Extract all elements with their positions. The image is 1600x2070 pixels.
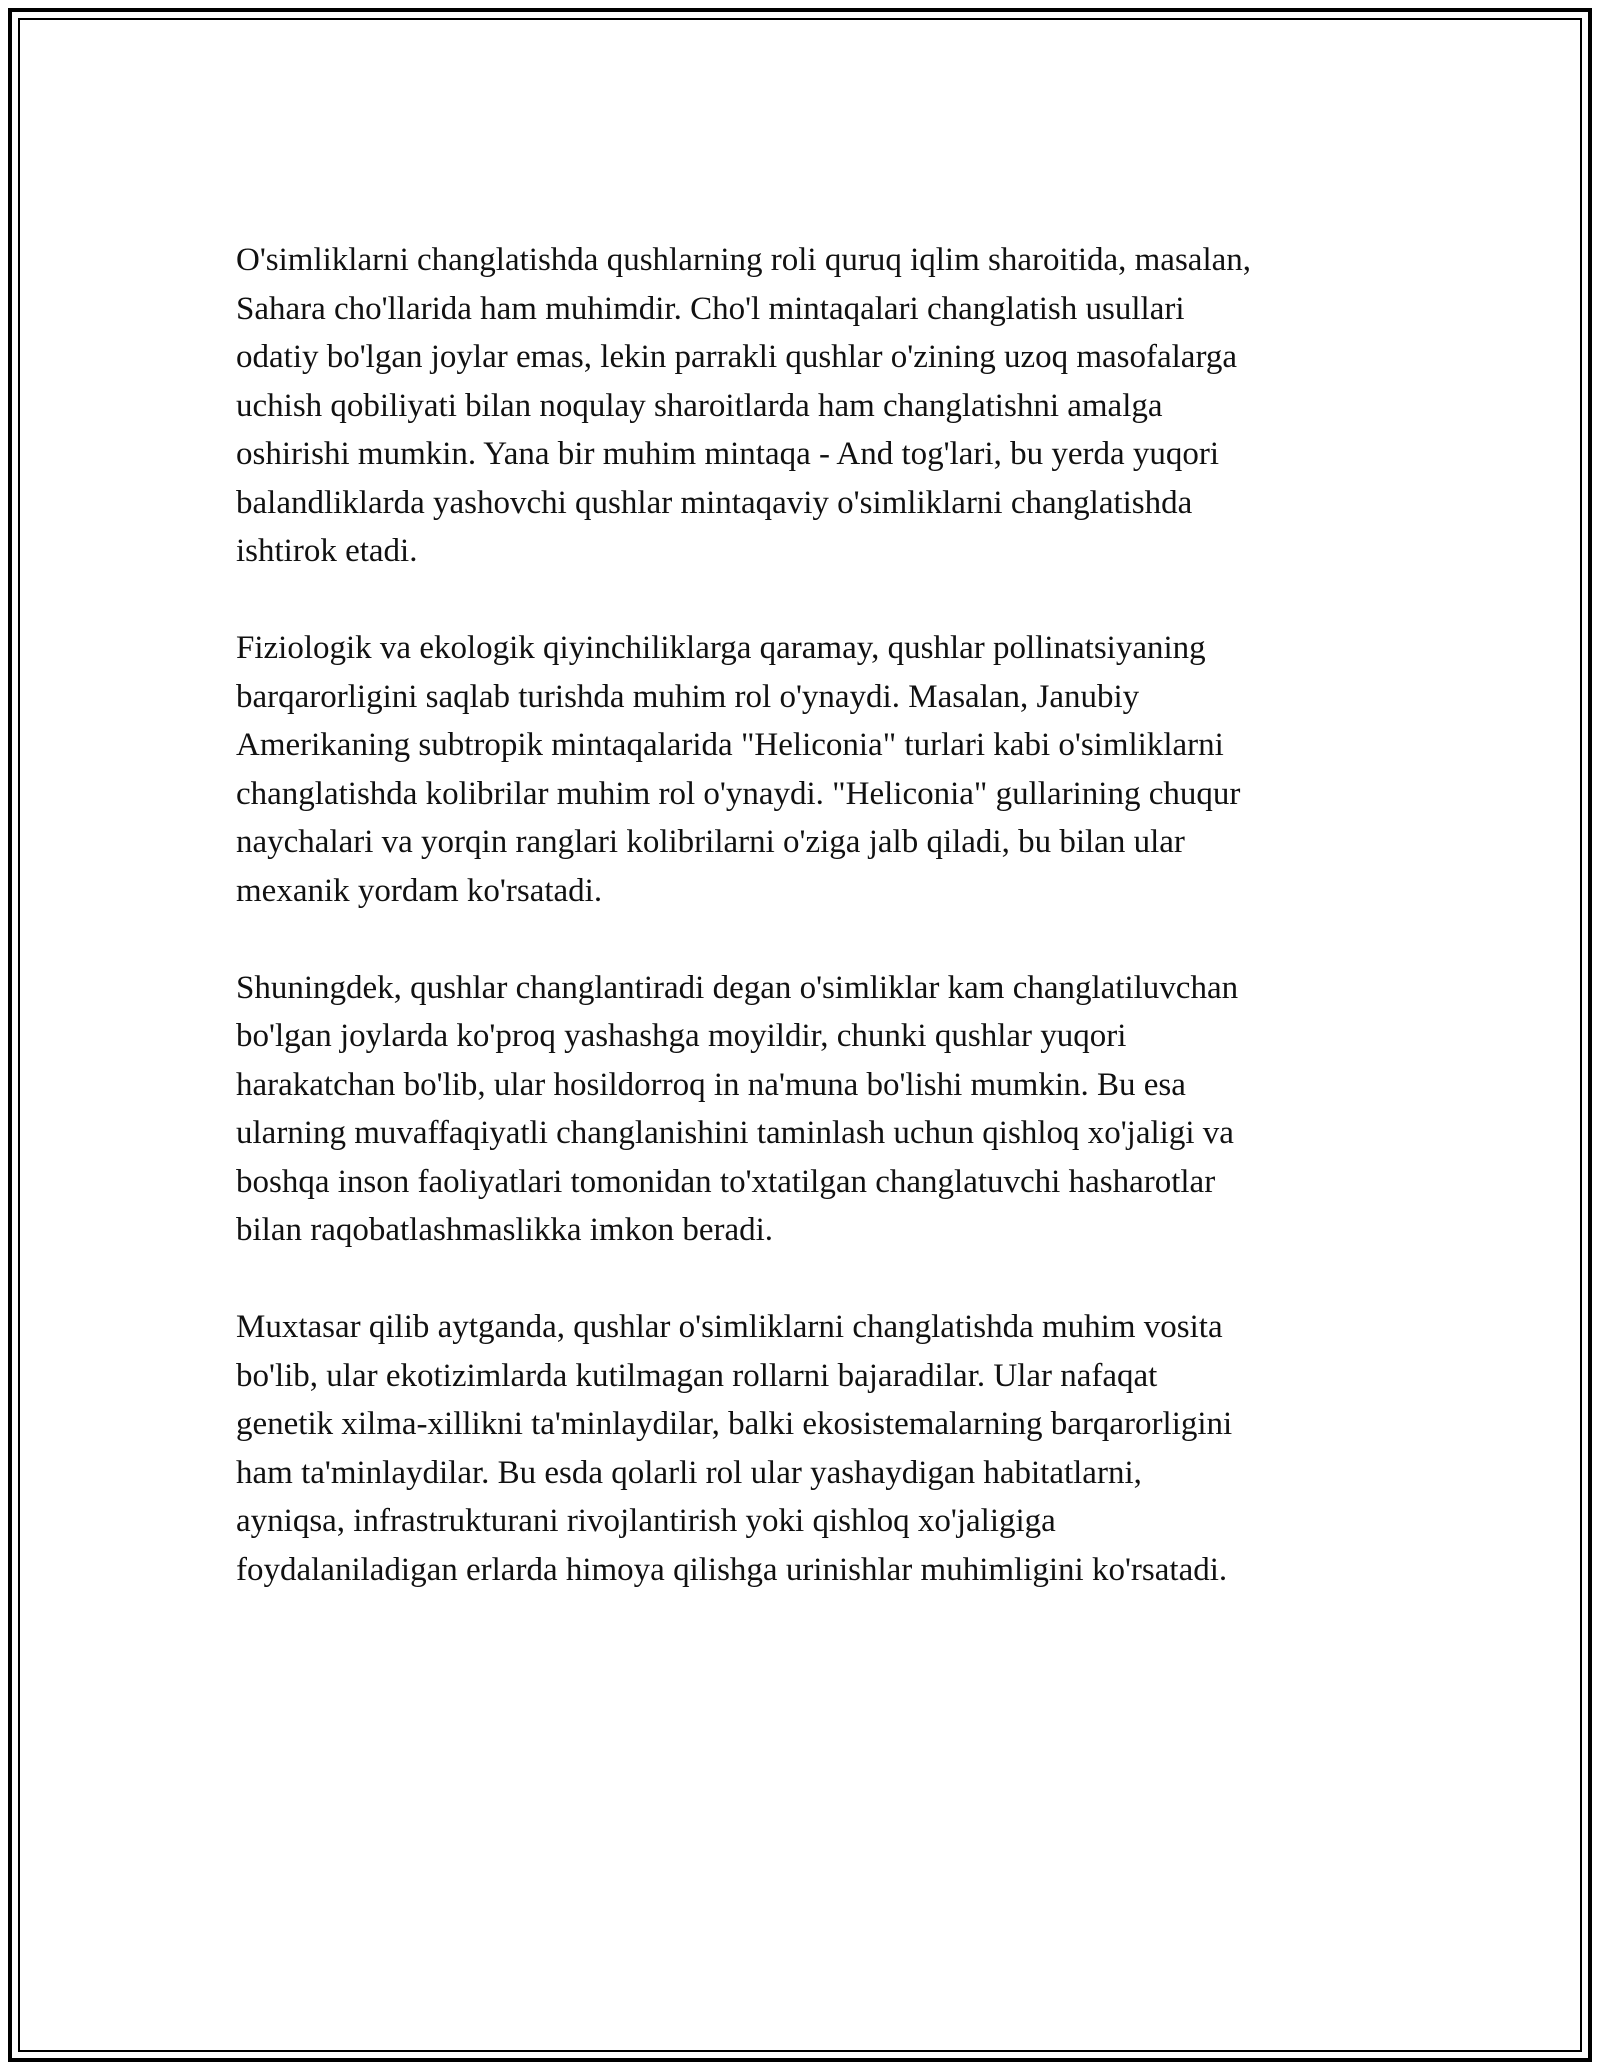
text-line: Fiziologik va ekologik qiyinchiliklarga qaramay, qushlar pollinatsiyaning: [236, 630, 1206, 666]
text-line: ham ta'minlaydilar. Bu esda qolarli rol ular yashaydigan habitatlarni,: [236, 1454, 1142, 1491]
text-line: Sahara cho'llarida ham muhimdir. Cho'l mintaqalari changlatish usullari: [236, 290, 1185, 327]
text-line: ularning muvaffaqiyatli changlanishini taminlash uchun qishloq xo'jaligi va: [236, 1115, 1234, 1151]
text-line: genetik xilma-xillikni ta'minlaydilar, balki ekosistemalarning barqarorligini: [236, 1406, 1233, 1442]
text-line: bo'lib, ular ekotizimlarda kutilmagan rollarni bajaradilar. Ular nafaqat: [236, 1357, 1158, 1394]
document-body: [236, 236, 1376, 1643]
text-line: odatiy bo'lgan joylar emas, lekin parrakli qushlar o'zining uzoq masofalarga: [236, 339, 1237, 375]
text-line: Muxtasar qilib aytganda, qushlar o'simliklarni changlatishda muhim vosita: [236, 1309, 1223, 1345]
text-line: O'simliklarni changlatishda qushlarning roli quruq iqlim sharoitida, masalan,: [236, 242, 1252, 278]
text-line: mexanik yordam ko'rsatadi.: [236, 872, 603, 909]
text-line: uchish qobiliyati bilan noqulay sharoitlarda ham changlatishni amalga: [236, 387, 1163, 424]
text-line: bo'lgan joylarda ko'proq yashashga moyildir, chunki qushlar yuqori: [236, 1018, 1127, 1054]
text-line: harakatchan bo'lib, ular hosildorroq in na'muna bo'lishi mumkin. Bu esa: [236, 1066, 1186, 1103]
text-line: foydalaniladigan erlarda himoya qilishga urinishlar muhimligini ko'rsatadi.: [236, 1551, 1228, 1588]
text-line: balandliklarda yashovchi qushlar mintaqaviy o'simliklarni changlatishda: [236, 484, 1193, 521]
text-line: bilan raqobatlashmaslikka imkon beradi.: [236, 1212, 774, 1248]
text-line: Shuningdek, qushlar changlantiradi degan o'simliklar kam changlatiluvchan: [236, 969, 1239, 1006]
text-line: boshqa inson faoliyatlari tomonidan to'xtatilgan changlatuvchi hasharotlar: [236, 1163, 1216, 1200]
text-line: changlatishda kolibrilar muhim rol o'ynaydi. "Heliconia" gullarining chuqur: [236, 775, 1241, 812]
text-line: oshirishi mumkin. Yana bir muhim mintaqa - And tog'lari, bu yerda yuqori: [236, 436, 1220, 472]
text-line: ishtirok etadi.: [236, 533, 418, 569]
text-line: barqarorligini saqlab turishda muhim rol o'ynaydi. Masalan, Janubiy: [236, 678, 1140, 715]
paragraph-4: [236, 1303, 1376, 1594]
text-line: naychalari va yorqin ranglari kolibrilarni o'ziga jalb qiladi, bu bilan ular: [236, 824, 1185, 860]
text-line: ayniqsa, infrastrukturani rivojlantirish yoki qishloq xo'jaligiga: [236, 1503, 1056, 1539]
paragraph-1: [236, 236, 1376, 576]
paragraph-3: [236, 964, 1376, 1255]
text-line: Amerikaning subtropik mintaqalarida "Heliconia" turlari kabi o'simliklarni: [236, 727, 1224, 763]
paragraph-2: [236, 624, 1376, 915]
